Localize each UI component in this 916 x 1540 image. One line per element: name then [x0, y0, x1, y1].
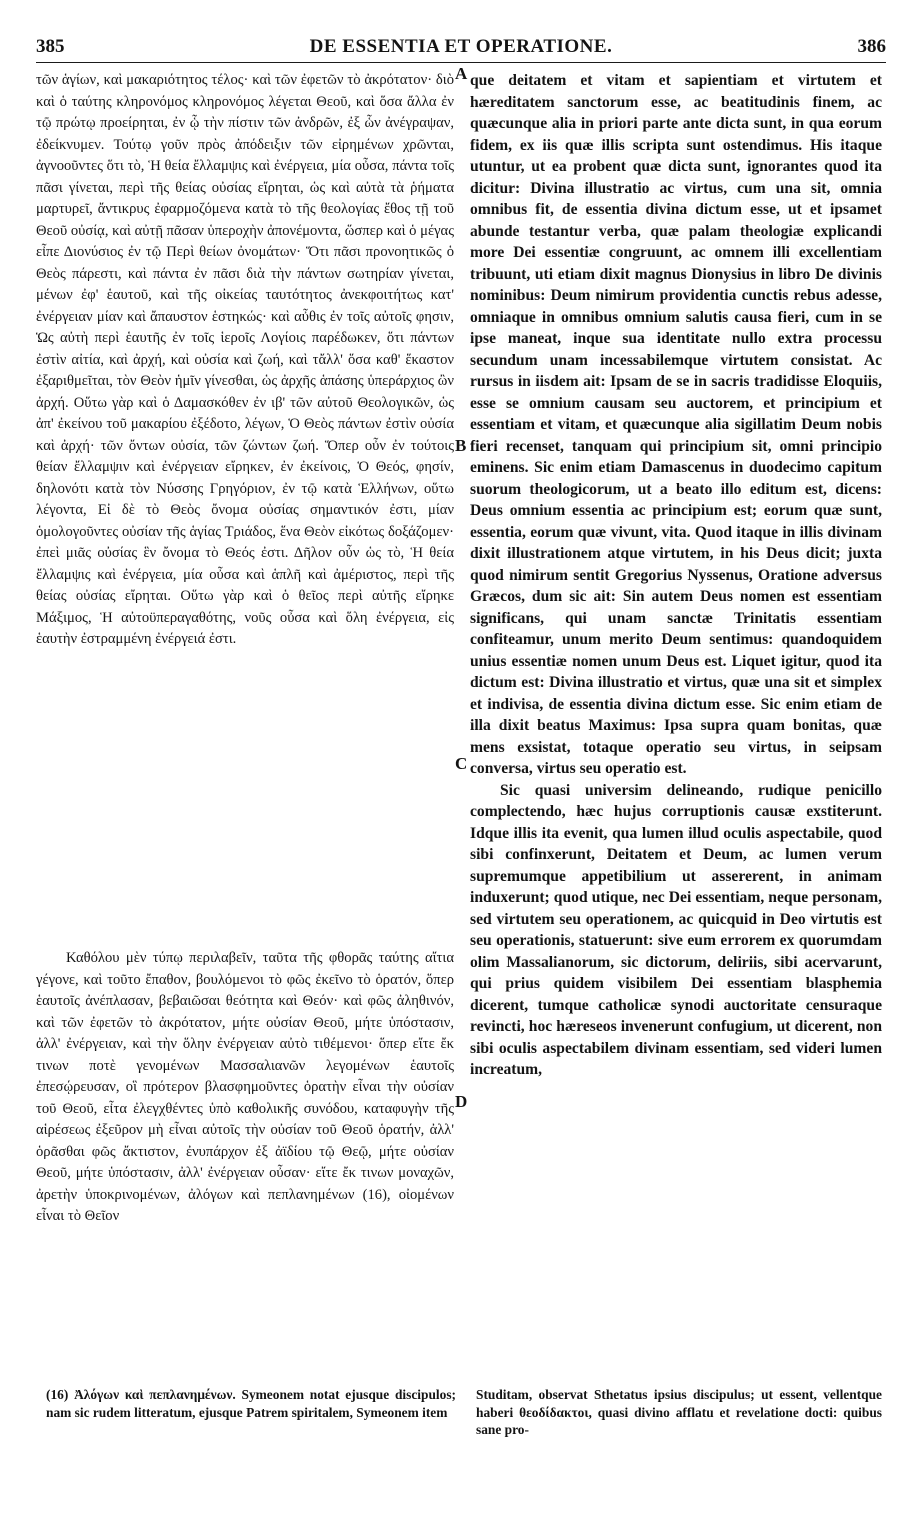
- running-title: DE ESSENTIA ET OPERATIONE.: [309, 36, 613, 57]
- latin-paragraph-2: Sic quasi universim delineando, rudique penicillo complectendo, hæc hujus corruptionis causæ exstiterunt. Idque illis ita evenit, qua lumen illud oculis aspectabile, quod sibi confinxerunt, Deitatem et Deum, ac lumen verum supremumque appetibilium ut assererent, in animam induxerunt; quod utique, nec Dei essentiam, neque personam, sed virtutem seu operationem, ac quicquid in Deo virtutis est seu operationis, statuerunt: sive eum errorem ex quorumdam olim Massalianorum, sic dictorum, deliriis, sibi acervarunt, qui prius quidem visibilem Dei essentiam blasphemia dicerent, tumque catholicæ synodi auctoritate censuraque revincti, hoc hæreseos invenerunt confugium, ut dicerent, non sibi oculis aspectabilem divinam essentiam, sed videri lumen increatum,: [470, 781, 882, 1078]
- page-number-right: 386: [857, 36, 886, 57]
- greek-paragraph-2: Καθόλου μὲν τύπῳ περιλαβεῖν, ταῦτα τῆς φθορᾶς ταύτης αἴτια γέγονε, καὶ τοῦτο ἔπαθον, βουλόμενοι τὸ φῶς ἐκεῖνο τὸ ὁρατόν, ὅπερ ἑαυτοῖς ἀνέπλασαν, βεβαιῶσαι θεότητα καὶ Θεόν· καὶ φῶς ἀληθινόν, καὶ τῶν ἐφετῶν τὸ ἀκρότατον, μήτε οὐσίαν Θεοῦ, μήτε ὑπόστασιν, ἀλλ' ἐνέργειαν, καὶ τὴν ὅλην ἐνέργειαν αὐτὸ τιθέμενοι· ὅπερ εἴτε ἔκ τινων ποτὲ γενομένων Μασσαλιανῶν λεγομένων ἑαυτοῖς ἐπεσῴρευσαν, οἳ πρότερον βλασφημοῦντες ὁρατὴν εἶναι τὴν οὐσίαν τοῦ Θεοῦ, εἶτα ἐλεγχθέντες ὑπὸ καθολικῆς συνόδου, καταφυγὴν τῆς αἱρέσεως ἐξεῦρον μὴ εἶναι αὐτοῖς τὴν οὐσίαν τοῦ Θεοῦ ὁρατήν, ἀλλ' ὁρᾶσθαι φῶς ἄκτιστον, ἐνυπάρχον ἐξ ἀϊδίου τῷ Θεῷ, μήτε οὐσίαν Θεοῦ, μήτε ὑπόστασιν, ἀλλ' ἐνέργειαν οὖσαν· εἴτε ἔκ τινων μοναχῶν, ἀρετὴν ὑποκρινομένων, ἀλόγων καὶ πεπλανημένων (16), οἰομένων εἶναι τὸ Θεῖον: [36, 950, 454, 1224]
- running-header: [36, 34, 886, 63]
- greek-column: [36, 70, 454, 1228]
- margin-marker-a: A: [455, 64, 468, 83]
- margin-marker-b: B: [455, 436, 467, 455]
- margin-marker-d: D: [455, 1092, 468, 1111]
- margin-marker-c: C: [455, 754, 468, 773]
- latin-column: [470, 70, 882, 1081]
- latin-paragraph-1: que deitatem et vitam et sapientiam et virtutem et hæreditatem sanctorum esse, ac beatitudinis finem, ac quæcunque alia in priori parte ante dicta sunt, in qua eorum fidem, ex iis quæ illis scripta sunt ostendimus. His itaque utuntur, ut ea probent quæ dicta sunt, ignorantes quod ita dicitur: Divina illustratio ac virtus, cum una sit, omnia omnibus fit, de essentia divina dictum esse, ut et ipsamet abunde testantur verba, quæ palam theologiæ explicandi more Dei essentiæ congruunt, ac omnem illi excellentiam tribuunt, uti etiam dixit magnus Dionysius in libro De divinis nominibus: Deum nimirum providentia cunctis rebus adesse, omniaque in omnibus omnium salutis causa fieri, cum in se ipse maneat, inque sua identitate nullo extra processu secundum unam incessabilemque virtutem consistat. Ac rursus in iisdem ait: Ipsam de se in sacris tradidisse Eloquiis, esse se omnium causam seu auctorem, et principium et essentiam et vitam, et quæcunque alia sigillatim Deum nobis fieri recenset, tanquam qui principium sit, omni principio eminens. Sic enim etiam Damascenus in duodecimo capitum suorum theologicorum, ut a beato illo editum est, dicens: Deus omnium essentia ac principium est; eorum quæ sunt, essentia, eorum quæ vivunt, vita. Quod itaque in illis divinam dixit illustrationem atque virtutem, in his Deus dicit; juxta quod nimirum sentit Gregorius Nyssenus, Oratione adversus Græcos, dum sic ait: Sin autem Deus nomen est essentiam significans, qui unam sanctæ Trinitatis essentiam confiteamur, unum merito Deum sentimus: quandoquidem unius essentiæ nomen unum Deus est. Liquet igitur, quod ita dictum est: Divina illustratio et virtus, quæ una sit et simplex et indivisa, de essentia divina dictum esse. Sic enim etiam de illa dixit beatus Maximus: Ipsa supra quam bonitas, quæ mens exsistat, totaque operatio seu virtus, in seipsam conversa, virtus seu operatio est.: [470, 72, 882, 777]
- page-number-left: 385: [36, 36, 65, 57]
- greek-paragraph-1: τῶν ἁγίων, καὶ μακαριότητος τέλος· καὶ τῶν ἐφετῶν τὸ ἀκρότατον· διὸ καὶ ὁ ταύτης κληρονόμος κληρονόμος λέγεται Θεοῦ, καὶ ὅσα ἄλλα ἐν τῷ πρώτῳ προείρηται, ἐν ᾧ τὴν πίστιν τῶν ἀνδρῶν, ἐξ ὧν ἀνέγραψαν, ἐδείκνυμεν. Τούτῳ γοῦν πρὸς ἀπόδειξιν τῶν εἰρημένων χρῶνται, ἀγνοοῦντες ὅτι τὸ, Ἡ θεία ἔλλαμψις καὶ ἐνέργεια, μία οὖσα, πάντα τοῖς πᾶσι γίνεται, περὶ τῆς θείας οὐσίας εἴρηται, ὡς καὶ αὐτὰ τὰ ῥήματα μαρτυρεῖ, ἄντικρυς ἐφαρμοζόμενα κατὰ τὸ τῆς θεολογίας ἔθος τῇ τοῦ Θεοῦ οὐσίᾳ, καὶ αὐτῇ πᾶσαν ὑπεροχὴν ἀπονέμοντα, ὥσπερ καὶ ὁ μέγας εἶπε Διονύσιος ἐν τῷ Περὶ θείων ὀνομάτων· Ὅτι πᾶσι προνοητικῶς ὁ Θεὸς πάρεστι, καὶ πάντα ἐν πᾶσι διὰ τὴν πάντων σωτηρίαν γίνεται, μένων ἐφ' ἑαυτοῦ, καὶ τῆς οἰκείας ταυτότητος ἀνεκφοιτήτως κατ' ἐνέργειαν μίαν καὶ ἄπαυστον ἑστηκώς· καὶ αὖθις ἐν τοῖς αὐτοῖς φησιν, Ὡς αὐτὴ περὶ ἑαυτῆς ἐν τοῖς ἱεροῖς Λογίοις παρέδωκεν, ὅτι πάντων ἐστὶν αἰτία, καὶ ἀρχή, καὶ οὐσία καὶ ζωή, καὶ τἄλλ' ὅσα καθ' ἕκαστον ἐξαριθμεῖται, τὸν Θεὸν ἡμῖν γίνεσθαι, ὡς ἀρχῆς ἁπάσης ὑπεράρχιος ὢν ἀρχή. Οὕτω γὰρ καὶ ὁ Δαμασκόθεν ἐν ιβ' τῶν αὐτοῦ Θεολογικῶν, ὡς ἀπ' ἐκείνου τοῦ μακαρίου ἐξέδοτο, λέγων, Ὁ Θεὸς πάντων ἐστὶν οὐσία καὶ ἀρχή· τῶν ὄντων οὐσία, τῶν ζώντων ζωή. Ὅπερ οὖν ἐν τούτοις θείαν ἔλλαμψιν καὶ ἐνέργειαν εἴρηκεν, ἐν ἐκείνοις, Ὁ Θεός, φησίν, δηλονότι κατὰ τὸν Νύσσης Γρηγόριον, ἐν τῷ κατὰ Ἑλλήνων, οὕτω λέγοντα, Εἰ δὲ τὸ Θεὸς ὄνομα οὐσίας σημαντικόν ἐστι, μίαν ὁμολογοῦντες οὐσίαν τῆς ἁγίας Τριάδος, ἕνα Θεὸν εἰκότως δοξάζομεν· ἐπεὶ μιᾶς οὐσίας ἓν ὄνομα τὸ Θεός ἐστι. Δῆλον οὖν ὡς τὸ, Ἡ θεία ἔλλαμψις καὶ ἐνέργεια, μία οὖσα καὶ ἁπλῆ καὶ ἀμέριστος, περὶ τῆς θείας οὐσίας εἴρηται. Οὕτω γὰρ καὶ ὁ θεῖος περὶ αὐτῆς εἴρηκε Μάξιμος, Ἡ αὐτοϋπεραγαθότης, νοῦς οὖσα καὶ ὅλη ἐνέργεια, εἰς ἑαυτὴν ἐστραμμένη ἐνέργειά ἐστι.: [36, 72, 454, 647]
- footnote-right: Studitam, observat Sthetatus ipsius discipulus; ut essent, vellentque haberi θεοδίδακτοι, quasi divino afflatu et revelatione docti: quibus sane pro-: [476, 1387, 882, 1437]
- footnote-left: (16) Ἀλόγων καὶ πεπλανημένων. Symeonem notat ejusque discipulos; nam sic rudem litteratum, ejusque Patrem spiritalem, Symeonem item: [46, 1387, 456, 1420]
